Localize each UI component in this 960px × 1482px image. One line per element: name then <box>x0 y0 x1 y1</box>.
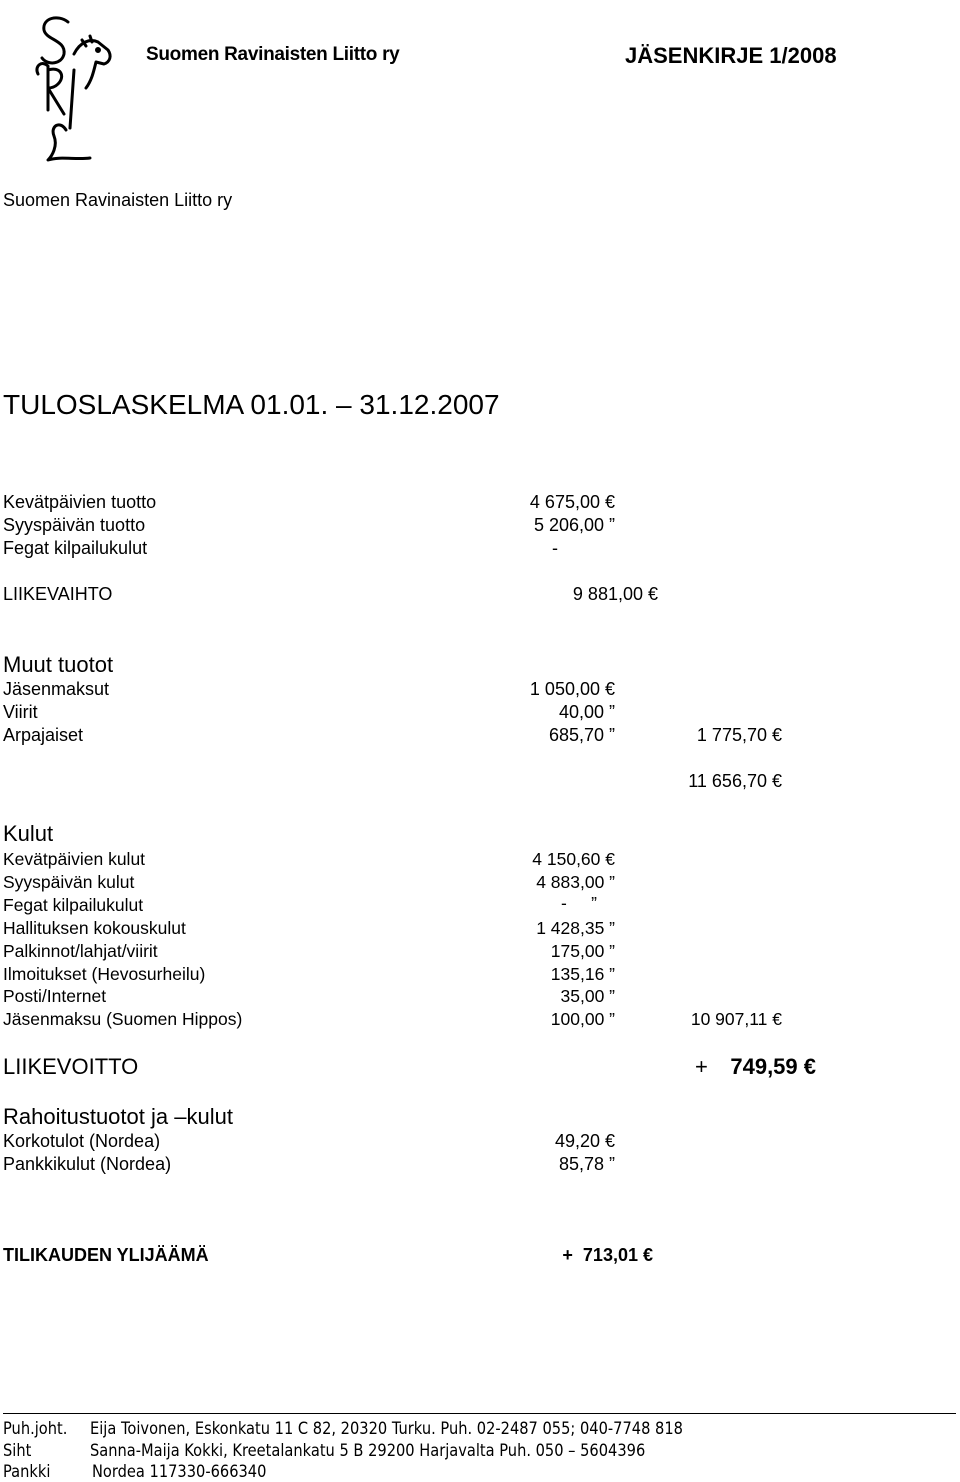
financing-heading: Rahoitustuotot ja –kulut <box>3 1104 233 1129</box>
expense-value-4: 1 428,35 ” <box>536 918 615 938</box>
other-income-subtotal: 1 775,70 € <box>696 725 782 745</box>
other-income-heading: Muut tuotot <box>3 652 114 677</box>
other-income-value-2: 40,00 ” <box>558 702 615 722</box>
expense-label-5: Palkinnot/lahjat/viirit <box>3 941 158 961</box>
expense-label-3: Fegat kilpailukulut <box>3 895 144 915</box>
revenue-value-2: 5 206,00 ” <box>533 515 615 535</box>
other-income-label-3: Arpajaiset <box>3 725 84 745</box>
expense-value-7: 35,00 ” <box>560 986 615 1006</box>
revenue-value-1: 4 675,00 € <box>529 492 615 512</box>
financing-label-2: Pankkikulut (Nordea) <box>3 1154 172 1174</box>
revenue-label-2: Syyspäivän tuotto <box>3 515 146 535</box>
expenses-total: 10 907,11 € <box>690 1009 782 1029</box>
expense-value-5: 175,00 ” <box>550 941 615 961</box>
expense-value-6: 135,16 ” <box>550 964 615 984</box>
financing-label-1: Korkotulot (Nordea) <box>3 1131 161 1151</box>
other-income-value-1: 1 050,00 € <box>529 679 615 699</box>
revenue-label-1: Kevätpäivien tuotto <box>3 492 157 512</box>
revenue-label-3: Fegat kilpailukulut <box>3 538 148 558</box>
operating-profit-value: 749,59 € <box>730 1054 816 1079</box>
statement-title: TULOSLASKELMA 01.01. – 31.12.2007 <box>3 389 500 420</box>
financing-value-1: 49,20 € <box>554 1131 615 1151</box>
expense-value-2: 4 883,00 ” <box>536 872 615 892</box>
document-title: JÄSENKIRJE 1/2008 <box>625 43 837 68</box>
operating-profit-label: LIIKEVOITTO <box>3 1054 139 1079</box>
net-sales-label: LIIKEVAIHTO <box>3 584 113 604</box>
footer-text-3: Nordea 117330-666340 <box>92 1462 267 1482</box>
footer-divider <box>3 1413 956 1414</box>
expense-label-4: Hallituksen kokouskulut <box>3 918 186 938</box>
expense-label-7: Posti/Internet <box>3 986 107 1006</box>
other-income-label-1: Jäsenmaksut <box>3 679 110 699</box>
expenses-heading: Kulut <box>3 821 54 846</box>
organization-name: Suomen Ravinaisten Liitto ry <box>3 190 233 210</box>
footer-label-1: Puh.joht. <box>3 1419 68 1439</box>
surplus-label: TILIKAUDEN YLIJÄÄMÄ <box>3 1245 209 1265</box>
footer-text-2: Sanna-Maija Kokki, Kreetalankatu 5 B 29200 Harjavalta Puh. 050 – 5604396 <box>90 1441 646 1461</box>
other-income-value-3: 685,70 ” <box>548 725 615 745</box>
income-grand-total: 11 656,70 € <box>688 771 782 791</box>
expense-value-8: 100,00 ” <box>550 1009 615 1029</box>
footer-label-3: Pankki <box>3 1462 51 1482</box>
expense-label-1: Kevätpäivien kulut <box>3 849 146 869</box>
net-sales-value: 9 881,00 € <box>572 584 658 604</box>
expense-value-3: - ” <box>561 893 597 913</box>
expense-label-6: Ilmoitukset (Hevosurheilu) <box>3 964 206 984</box>
other-income-label-2: Viirit <box>3 702 38 722</box>
financing-value-2: 85,78 ” <box>558 1154 615 1174</box>
expense-label-2: Syyspäivän kulut <box>3 872 135 892</box>
srl-logo-monogram <box>20 10 140 170</box>
footer-label-2: Siht <box>3 1441 32 1461</box>
operating-profit-sign: + <box>695 1054 708 1079</box>
header-org-name: Suomen Ravinaisten Liitto ry <box>146 44 400 65</box>
surplus-value: + 713,01 € <box>562 1245 653 1265</box>
expense-value-1: 4 150,60 € <box>532 849 615 869</box>
expense-label-8: Jäsenmaksu (Suomen Hippos) <box>3 1009 243 1029</box>
revenue-value-3: - <box>552 538 558 558</box>
footer-text-1: Eija Toivonen, Eskonkatu 11 C 82, 20320 Turku. Puh. 02-2487 055; 040-7748 818 <box>90 1419 683 1439</box>
